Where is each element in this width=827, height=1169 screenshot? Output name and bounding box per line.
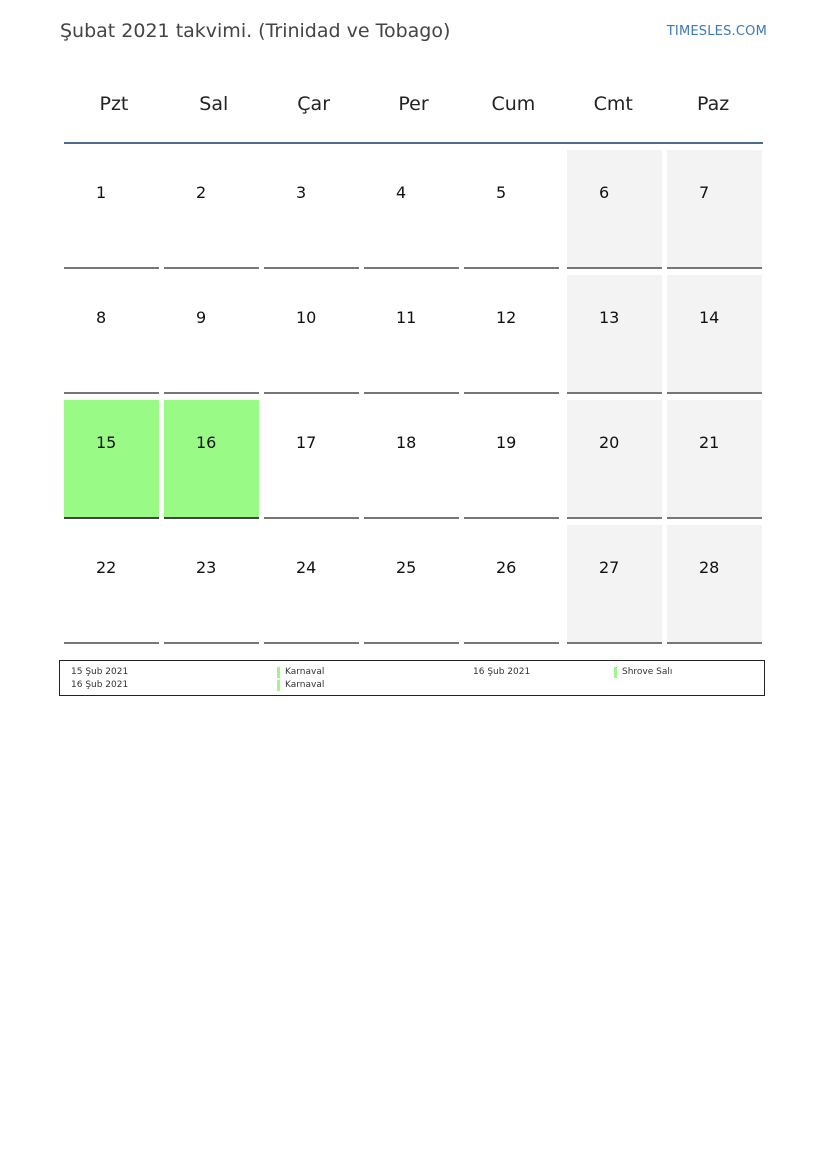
legend-color-marker xyxy=(277,680,280,691)
page-title: Şubat 2021 takvimi. (Trinidad ve Tobago) xyxy=(60,20,451,42)
day-number: 26 xyxy=(496,558,517,577)
day-cell xyxy=(264,525,359,644)
day-number: 10 xyxy=(296,308,317,327)
day-cell xyxy=(667,400,762,519)
day-number: 28 xyxy=(699,558,720,577)
day-cell xyxy=(64,400,159,519)
day-number: 18 xyxy=(396,433,417,452)
day-cell xyxy=(164,525,259,644)
day-cell xyxy=(567,275,662,394)
day-number: 20 xyxy=(599,433,620,452)
day-cell xyxy=(64,525,159,644)
weekday-header xyxy=(64,80,763,144)
day-cell xyxy=(364,400,459,519)
day-number: 8 xyxy=(96,308,107,327)
day-number: 4 xyxy=(396,183,407,202)
day-number: 22 xyxy=(96,558,117,577)
day-cell xyxy=(264,150,359,269)
day-cell xyxy=(164,150,259,269)
day-number: 24 xyxy=(296,558,317,577)
day-cell xyxy=(567,525,662,644)
day-number: 16 xyxy=(196,433,217,452)
weekday-label: Sal xyxy=(199,93,229,115)
legend-color-marker xyxy=(277,667,280,678)
weekday-label: Per xyxy=(398,93,429,115)
day-cell xyxy=(364,275,459,394)
day-cell xyxy=(667,150,762,269)
day-number: 21 xyxy=(699,433,720,452)
legend-color-marker xyxy=(614,667,617,678)
day-cell xyxy=(264,400,359,519)
day-number: 9 xyxy=(196,308,207,327)
weekday-label: Cmt xyxy=(593,93,633,115)
weekday-label: Çar xyxy=(297,93,331,115)
day-cell xyxy=(464,525,559,644)
legend-holiday-name: Karnaval xyxy=(285,680,325,690)
day-number: 12 xyxy=(496,308,517,327)
day-cell xyxy=(64,150,159,269)
day-cell xyxy=(464,400,559,519)
day-cell xyxy=(364,525,459,644)
day-cell xyxy=(567,400,662,519)
legend-holiday-name: Karnaval xyxy=(285,667,325,677)
weekday-label: Cum xyxy=(491,93,536,115)
day-number: 15 xyxy=(96,433,117,452)
day-number: 14 xyxy=(699,308,720,327)
calendar xyxy=(64,80,763,577)
day-number: 11 xyxy=(396,308,417,327)
day-cell xyxy=(164,400,259,519)
day-cell xyxy=(464,150,559,269)
day-cell xyxy=(567,150,662,269)
day-number: 23 xyxy=(196,558,217,577)
day-cell xyxy=(164,275,259,394)
day-number: 25 xyxy=(396,558,417,577)
day-number: 27 xyxy=(599,558,620,577)
day-cell xyxy=(667,525,762,644)
day-number: 3 xyxy=(296,183,307,202)
day-number: 7 xyxy=(699,183,710,202)
legend-holiday-name: Shrove Salı xyxy=(622,667,673,677)
day-cell xyxy=(667,275,762,394)
legend-date: 16 Şub 2021 xyxy=(71,680,129,690)
day-number: 1 xyxy=(96,183,107,202)
day-number: 6 xyxy=(599,183,610,202)
legend-date: 16 Şub 2021 xyxy=(473,667,531,677)
day-cell xyxy=(264,275,359,394)
day-number: 19 xyxy=(496,433,517,452)
day-number: 5 xyxy=(496,183,507,202)
day-number: 13 xyxy=(599,308,620,327)
weekday-label: Pzt xyxy=(99,93,129,115)
day-cell xyxy=(464,275,559,394)
holiday-legend xyxy=(59,660,765,696)
day-cell xyxy=(364,150,459,269)
day-number: 2 xyxy=(196,183,207,202)
day-number: 17 xyxy=(296,433,317,452)
legend-date: 15 Şub 2021 xyxy=(71,667,129,677)
day-cell xyxy=(64,275,159,394)
weekday-label: Paz xyxy=(696,93,730,115)
brand-link[interactable]: TIMESLES.COM xyxy=(666,24,767,39)
